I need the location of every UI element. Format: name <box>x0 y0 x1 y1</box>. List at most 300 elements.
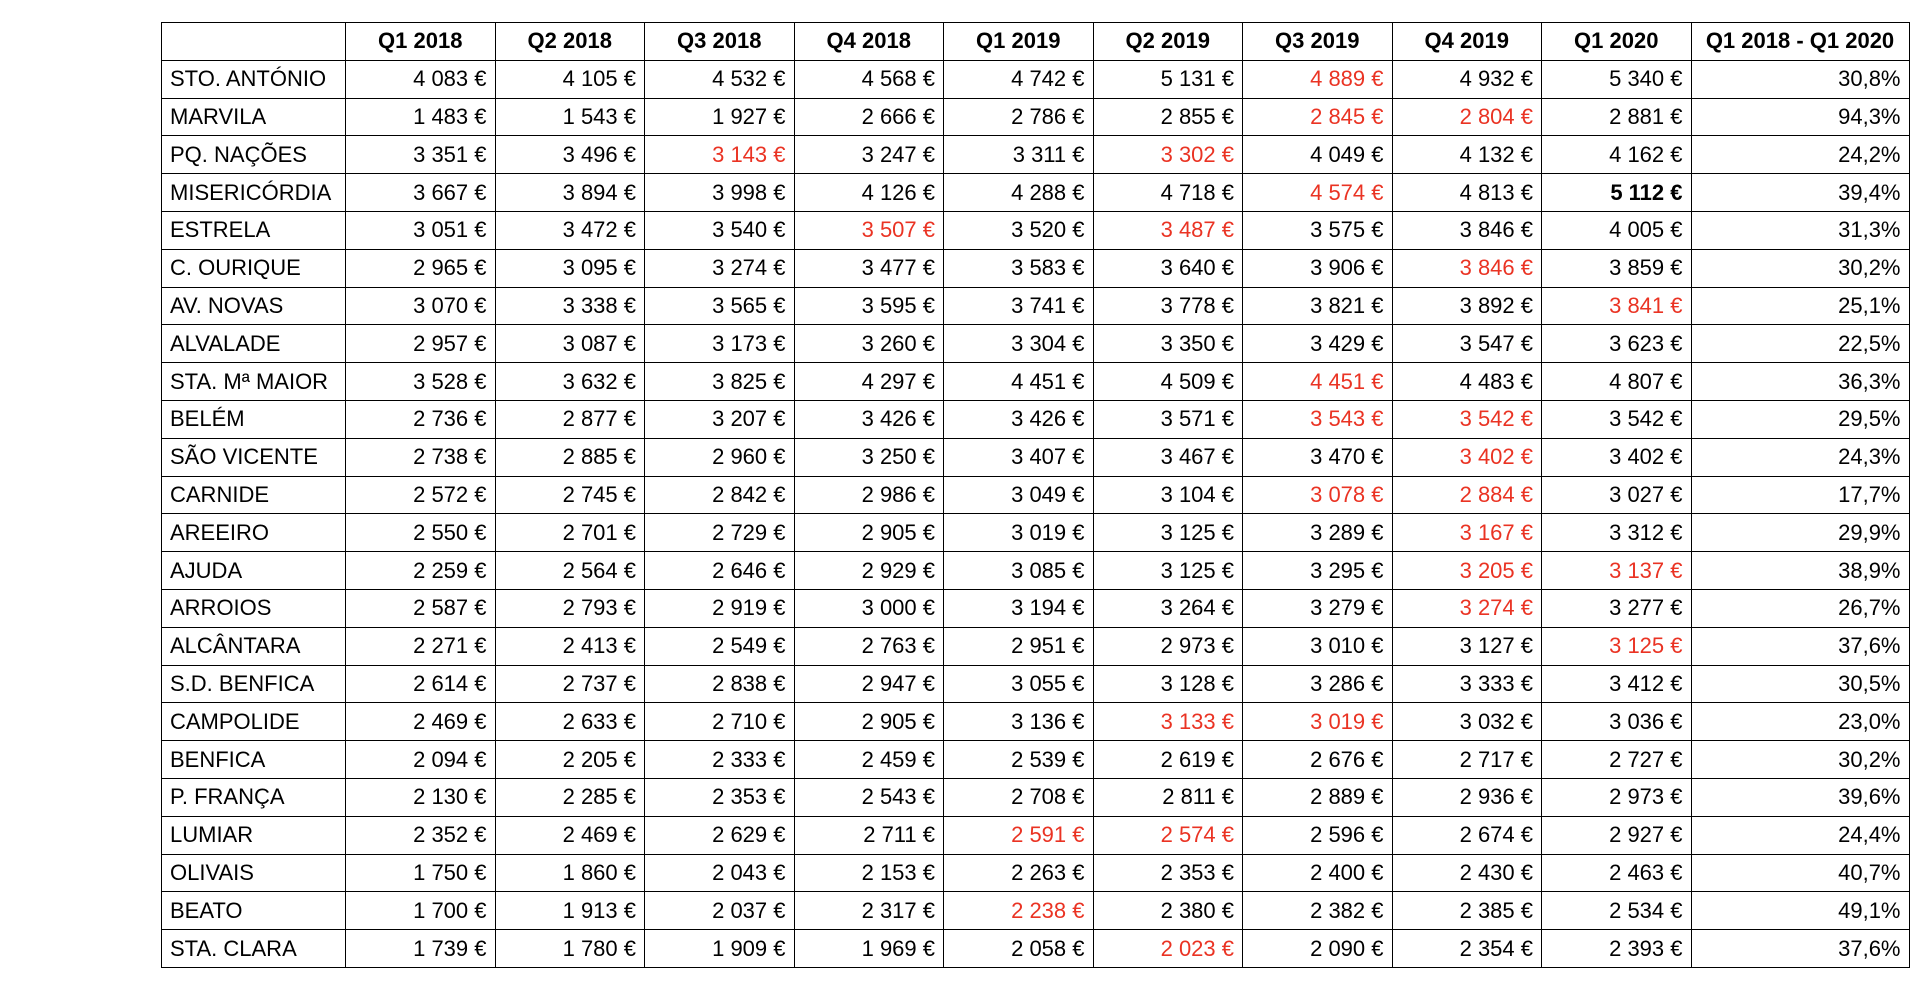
table-row <box>162 892 1910 930</box>
price-cell: 3 892 € <box>1392 287 1542 325</box>
price-cell: 3 036 € <box>1542 703 1692 741</box>
change-percent-cell: 94,3% <box>1691 98 1909 136</box>
price-cell: 2 736 € <box>346 400 496 438</box>
change-percent-cell: 26,7% <box>1691 589 1909 627</box>
price-cell: 2 727 € <box>1542 741 1692 779</box>
table-row <box>162 627 1910 665</box>
price-cell: 2 333 € <box>645 741 795 779</box>
change-percent-cell: 30,5% <box>1691 665 1909 703</box>
price-cell: 2 929 € <box>794 552 944 590</box>
price-cell: 3 998 € <box>645 174 795 212</box>
price-cell: 2 591 € <box>944 816 1094 854</box>
change-percent-cell: 38,9% <box>1691 552 1909 590</box>
price-cell: 1 750 € <box>346 854 496 892</box>
change-percent-cell: 17,7% <box>1691 476 1909 514</box>
price-cell: 2 549 € <box>645 627 795 665</box>
price-cell: 3 264 € <box>1093 589 1243 627</box>
price-cell: 2 676 € <box>1243 741 1393 779</box>
price-cell: 3 104 € <box>1093 476 1243 514</box>
price-cell: 2 285 € <box>495 778 645 816</box>
neighborhood-name: PQ. NAÇÕES <box>162 136 346 174</box>
price-cell: 4 813 € <box>1392 174 1542 212</box>
price-cell: 2 393 € <box>1542 930 1692 968</box>
table-row <box>162 136 1910 174</box>
column-header: Q2 2019 <box>1093 23 1243 61</box>
price-cell: 3 477 € <box>794 249 944 287</box>
neighborhood-name: LUMIAR <box>162 816 346 854</box>
price-cell: 2 430 € <box>1392 854 1542 892</box>
price-cell: 2 811 € <box>1093 778 1243 816</box>
price-cell: 3 274 € <box>1392 589 1542 627</box>
column-header: Q4 2018 <box>794 23 944 61</box>
neighborhood-name: SÃO VICENTE <box>162 438 346 476</box>
table-row <box>162 400 1910 438</box>
price-cell: 3 125 € <box>1093 552 1243 590</box>
price-cell: 4 162 € <box>1542 136 1692 174</box>
change-percent-cell: 31,3% <box>1691 211 1909 249</box>
table-row <box>162 476 1910 514</box>
price-cell: 4 718 € <box>1093 174 1243 212</box>
change-percent-cell: 40,7% <box>1691 854 1909 892</box>
price-cell: 3 173 € <box>645 325 795 363</box>
change-percent-cell: 39,4% <box>1691 174 1909 212</box>
price-cell: 3 402 € <box>1392 438 1542 476</box>
price-cell: 4 005 € <box>1542 211 1692 249</box>
price-cell: 3 623 € <box>1542 325 1692 363</box>
table-row <box>162 211 1910 249</box>
price-cell: 3 289 € <box>1243 514 1393 552</box>
price-cell: 4 126 € <box>794 174 944 212</box>
column-header: Q4 2019 <box>1392 23 1542 61</box>
price-cell: 2 259 € <box>346 552 496 590</box>
price-cell: 2 459 € <box>794 741 944 779</box>
column-header: Q1 2019 <box>944 23 1094 61</box>
price-cell: 1 483 € <box>346 98 496 136</box>
price-cell: 3 846 € <box>1392 249 1542 287</box>
column-header: Q1 2018 <box>346 23 496 61</box>
price-cell: 3 167 € <box>1392 514 1542 552</box>
price-cell: 2 855 € <box>1093 98 1243 136</box>
price-cell: 3 311 € <box>944 136 1094 174</box>
table-row <box>162 741 1910 779</box>
price-cell: 2 710 € <box>645 703 795 741</box>
price-cell: 4 288 € <box>944 174 1094 212</box>
price-cell: 3 583 € <box>944 249 1094 287</box>
price-cell: 2 238 € <box>944 892 1094 930</box>
price-cell: 3 571 € <box>1093 400 1243 438</box>
price-cell: 3 049 € <box>944 476 1094 514</box>
price-table <box>161 22 1910 968</box>
price-cell: 3 825 € <box>645 363 795 401</box>
price-cell: 3 312 € <box>1542 514 1692 552</box>
price-cell: 2 205 € <box>495 741 645 779</box>
price-cell: 2 130 € <box>346 778 496 816</box>
column-header: Q3 2018 <box>645 23 795 61</box>
price-cell: 4 297 € <box>794 363 944 401</box>
price-cell: 2 469 € <box>346 703 496 741</box>
table-row <box>162 930 1910 968</box>
price-cell: 2 729 € <box>645 514 795 552</box>
price-cell: 1 543 € <box>495 98 645 136</box>
column-header: Q1 2018 - Q1 2020 <box>1691 23 1909 61</box>
price-cell: 3 667 € <box>346 174 496 212</box>
price-cell: 2 413 € <box>495 627 645 665</box>
table-row <box>162 552 1910 590</box>
price-cell: 3 467 € <box>1093 438 1243 476</box>
price-cell: 1 739 € <box>346 930 496 968</box>
price-cell: 3 051 € <box>346 211 496 249</box>
price-cell: 2 023 € <box>1093 930 1243 968</box>
neighborhood-name: P. FRANÇA <box>162 778 346 816</box>
price-cell: 3 274 € <box>645 249 795 287</box>
price-cell: 3 279 € <box>1243 589 1393 627</box>
neighborhood-name: AREEIRO <box>162 514 346 552</box>
price-cell: 2 889 € <box>1243 778 1393 816</box>
price-cell: 5 112 € <box>1542 174 1692 212</box>
change-percent-cell: 23,0% <box>1691 703 1909 741</box>
change-percent-cell: 24,2% <box>1691 136 1909 174</box>
price-cell: 3 000 € <box>794 589 944 627</box>
price-cell: 2 574 € <box>1093 816 1243 854</box>
price-cell: 3 032 € <box>1392 703 1542 741</box>
price-cell: 2 838 € <box>645 665 795 703</box>
price-cell: 4 932 € <box>1392 60 1542 98</box>
price-cell: 3 019 € <box>944 514 1094 552</box>
price-cell: 2 380 € <box>1093 892 1243 930</box>
price-cell: 2 614 € <box>346 665 496 703</box>
price-cell: 3 496 € <box>495 136 645 174</box>
price-cell: 4 049 € <box>1243 136 1393 174</box>
price-cell: 2 550 € <box>346 514 496 552</box>
price-cell: 2 539 € <box>944 741 1094 779</box>
neighborhood-name: AJUDA <box>162 552 346 590</box>
change-percent-cell: 24,4% <box>1691 816 1909 854</box>
price-cell: 3 010 € <box>1243 627 1393 665</box>
table-row <box>162 589 1910 627</box>
price-cell: 2 842 € <box>645 476 795 514</box>
price-cell: 3 412 € <box>1542 665 1692 703</box>
price-cell: 3 207 € <box>645 400 795 438</box>
price-cell: 2 400 € <box>1243 854 1393 892</box>
price-cell: 3 543 € <box>1243 400 1393 438</box>
change-percent-cell: 24,3% <box>1691 438 1909 476</box>
neighborhood-name: CAMPOLIDE <box>162 703 346 741</box>
price-cell: 3 351 € <box>346 136 496 174</box>
price-cell: 2 090 € <box>1243 930 1393 968</box>
price-cell: 2 352 € <box>346 816 496 854</box>
price-cell: 2 885 € <box>495 438 645 476</box>
column-header: Q3 2019 <box>1243 23 1393 61</box>
price-cell: 4 889 € <box>1243 60 1393 98</box>
table-row <box>162 60 1910 98</box>
change-percent-cell: 25,1% <box>1691 287 1909 325</box>
price-cell: 2 986 € <box>794 476 944 514</box>
price-cell: 2 263 € <box>944 854 1094 892</box>
price-cell: 3 070 € <box>346 287 496 325</box>
price-cell: 3 194 € <box>944 589 1094 627</box>
price-cell: 4 451 € <box>1243 363 1393 401</box>
price-cell: 4 568 € <box>794 60 944 98</box>
price-cell: 3 542 € <box>1392 400 1542 438</box>
neighborhood-name: BENFICA <box>162 741 346 779</box>
price-cell: 2 804 € <box>1392 98 1542 136</box>
price-cell: 2 619 € <box>1093 741 1243 779</box>
neighborhood-name: ARROIOS <box>162 589 346 627</box>
price-cell: 3 632 € <box>495 363 645 401</box>
price-cell: 2 534 € <box>1542 892 1692 930</box>
price-cell: 1 927 € <box>645 98 795 136</box>
price-cell: 3 778 € <box>1093 287 1243 325</box>
price-cell: 3 027 € <box>1542 476 1692 514</box>
price-cell: 2 745 € <box>495 476 645 514</box>
price-cell: 2 717 € <box>1392 741 1542 779</box>
price-cell: 3 304 € <box>944 325 1094 363</box>
table-row <box>162 816 1910 854</box>
price-cell: 3 338 € <box>495 287 645 325</box>
price-cell: 2 708 € <box>944 778 1094 816</box>
price-cell: 3 350 € <box>1093 325 1243 363</box>
price-cell: 3 547 € <box>1392 325 1542 363</box>
price-cell: 1 913 € <box>495 892 645 930</box>
price-cell: 2 043 € <box>645 854 795 892</box>
neighborhood-name: ESTRELA <box>162 211 346 249</box>
price-cell: 2 646 € <box>645 552 795 590</box>
price-cell: 2 957 € <box>346 325 496 363</box>
neighborhood-name: ALCÂNTARA <box>162 627 346 665</box>
price-cell: 4 532 € <box>645 60 795 98</box>
column-header: Q2 2018 <box>495 23 645 61</box>
price-cell: 3 125 € <box>1542 627 1692 665</box>
price-cell: 1 780 € <box>495 930 645 968</box>
neighborhood-name: STA. CLARA <box>162 930 346 968</box>
table-row <box>162 287 1910 325</box>
change-percent-cell: 30,2% <box>1691 741 1909 779</box>
price-cell: 2 353 € <box>645 778 795 816</box>
price-cell: 2 094 € <box>346 741 496 779</box>
price-cell: 2 666 € <box>794 98 944 136</box>
price-cell: 3 078 € <box>1243 476 1393 514</box>
price-cell: 2 960 € <box>645 438 795 476</box>
table-row <box>162 98 1910 136</box>
price-cell: 2 965 € <box>346 249 496 287</box>
table-row <box>162 703 1910 741</box>
change-percent-cell: 37,6% <box>1691 627 1909 665</box>
table-body <box>162 60 1910 967</box>
price-cell: 5 340 € <box>1542 60 1692 98</box>
price-cell: 3 295 € <box>1243 552 1393 590</box>
price-cell: 4 451 € <box>944 363 1094 401</box>
change-percent-cell: 29,5% <box>1691 400 1909 438</box>
price-cell: 2 153 € <box>794 854 944 892</box>
price-cell: 2 629 € <box>645 816 795 854</box>
price-cell: 2 271 € <box>346 627 496 665</box>
price-cell: 4 509 € <box>1093 363 1243 401</box>
price-cell: 2 382 € <box>1243 892 1393 930</box>
price-cell: 3 487 € <box>1093 211 1243 249</box>
price-cell: 2 564 € <box>495 552 645 590</box>
table-row <box>162 514 1910 552</box>
price-cell: 2 354 € <box>1392 930 1542 968</box>
price-cell: 2 947 € <box>794 665 944 703</box>
neighborhood-name: STO. ANTÓNIO <box>162 60 346 98</box>
price-cell: 2 317 € <box>794 892 944 930</box>
price-cell: 2 786 € <box>944 98 1094 136</box>
price-cell: 3 575 € <box>1243 211 1393 249</box>
neighborhood-name: CARNIDE <box>162 476 346 514</box>
column-header-neighborhood <box>162 23 346 61</box>
change-percent-cell: 22,5% <box>1691 325 1909 363</box>
table-row <box>162 249 1910 287</box>
change-percent-cell: 30,2% <box>1691 249 1909 287</box>
price-cell: 3 143 € <box>645 136 795 174</box>
price-cell: 3 095 € <box>495 249 645 287</box>
price-cell: 3 137 € <box>1542 552 1692 590</box>
price-cell: 3 841 € <box>1542 287 1692 325</box>
price-cell: 3 906 € <box>1243 249 1393 287</box>
price-cell: 1 909 € <box>645 930 795 968</box>
price-cell: 2 881 € <box>1542 98 1692 136</box>
price-cell: 3 821 € <box>1243 287 1393 325</box>
price-cell: 3 595 € <box>794 287 944 325</box>
price-cell: 3 333 € <box>1392 665 1542 703</box>
price-cell: 3 128 € <box>1093 665 1243 703</box>
price-cell: 2 701 € <box>495 514 645 552</box>
change-percent-cell: 30,8% <box>1691 60 1909 98</box>
price-cell: 3 894 € <box>495 174 645 212</box>
price-cell: 2 905 € <box>794 703 944 741</box>
neighborhood-name: STA. Mª MAIOR <box>162 363 346 401</box>
neighborhood-name: C. OURIQUE <box>162 249 346 287</box>
neighborhood-name: BELÉM <box>162 400 346 438</box>
price-cell: 3 286 € <box>1243 665 1393 703</box>
price-cell: 2 587 € <box>346 589 496 627</box>
price-cell: 3 250 € <box>794 438 944 476</box>
price-cell: 3 741 € <box>944 287 1094 325</box>
price-cell: 3 087 € <box>495 325 645 363</box>
price-cell: 3 470 € <box>1243 438 1393 476</box>
neighborhood-name: MARVILA <box>162 98 346 136</box>
price-cell: 3 205 € <box>1392 552 1542 590</box>
price-cell: 1 700 € <box>346 892 496 930</box>
price-cell: 2 711 € <box>794 816 944 854</box>
neighborhood-name: S.D. BENFICA <box>162 665 346 703</box>
price-cell: 4 083 € <box>346 60 496 98</box>
price-cell: 2 951 € <box>944 627 1094 665</box>
price-cell: 2 596 € <box>1243 816 1393 854</box>
price-cell: 2 469 € <box>495 816 645 854</box>
price-cell: 3 520 € <box>944 211 1094 249</box>
price-cell: 2 877 € <box>495 400 645 438</box>
price-cell: 3 640 € <box>1093 249 1243 287</box>
price-cell: 3 402 € <box>1542 438 1692 476</box>
price-cell: 3 859 € <box>1542 249 1692 287</box>
neighborhood-name: MISERICÓRDIA <box>162 174 346 212</box>
table-row <box>162 438 1910 476</box>
price-cell: 3 426 € <box>794 400 944 438</box>
price-cell: 3 507 € <box>794 211 944 249</box>
price-cell: 3 429 € <box>1243 325 1393 363</box>
price-cell: 3 133 € <box>1093 703 1243 741</box>
price-cell: 2 763 € <box>794 627 944 665</box>
table-row <box>162 325 1910 363</box>
price-cell: 2 738 € <box>346 438 496 476</box>
price-cell: 2 058 € <box>944 930 1094 968</box>
price-cell: 2 353 € <box>1093 854 1243 892</box>
price-cell: 2 037 € <box>645 892 795 930</box>
price-cell: 2 463 € <box>1542 854 1692 892</box>
price-cell: 2 674 € <box>1392 816 1542 854</box>
table-row <box>162 854 1910 892</box>
price-cell: 2 884 € <box>1392 476 1542 514</box>
price-cell: 2 927 € <box>1542 816 1692 854</box>
neighborhood-name: ALVALADE <box>162 325 346 363</box>
price-cell: 3 260 € <box>794 325 944 363</box>
price-cell: 3 407 € <box>944 438 1094 476</box>
price-cell: 4 132 € <box>1392 136 1542 174</box>
price-cell: 4 742 € <box>944 60 1094 98</box>
price-cell: 2 919 € <box>645 589 795 627</box>
price-cell: 3 426 € <box>944 400 1094 438</box>
price-cell: 2 572 € <box>346 476 496 514</box>
price-cell: 2 845 € <box>1243 98 1393 136</box>
price-cell: 3 127 € <box>1392 627 1542 665</box>
price-cell: 3 247 € <box>794 136 944 174</box>
price-cell: 2 973 € <box>1542 778 1692 816</box>
change-percent-cell: 37,6% <box>1691 930 1909 968</box>
change-percent-cell: 39,6% <box>1691 778 1909 816</box>
price-cell: 1 860 € <box>495 854 645 892</box>
price-cell: 2 543 € <box>794 778 944 816</box>
price-cell: 4 483 € <box>1392 363 1542 401</box>
price-cell: 2 973 € <box>1093 627 1243 665</box>
price-cell: 3 277 € <box>1542 589 1692 627</box>
price-cell: 2 737 € <box>495 665 645 703</box>
table-header-row <box>162 23 1910 61</box>
price-cell: 3 540 € <box>645 211 795 249</box>
price-cell: 4 574 € <box>1243 174 1393 212</box>
price-cell: 3 528 € <box>346 363 496 401</box>
price-cell: 2 633 € <box>495 703 645 741</box>
price-cell: 3 565 € <box>645 287 795 325</box>
price-cell: 4 807 € <box>1542 363 1692 401</box>
price-cell: 2 936 € <box>1392 778 1542 816</box>
change-percent-cell: 29,9% <box>1691 514 1909 552</box>
price-cell: 2 905 € <box>794 514 944 552</box>
column-header: Q1 2020 <box>1542 23 1692 61</box>
price-cell: 3 085 € <box>944 552 1094 590</box>
price-cell: 3 542 € <box>1542 400 1692 438</box>
table-row <box>162 778 1910 816</box>
neighborhood-name: AV. NOVAS <box>162 287 346 325</box>
neighborhood-name: OLIVAIS <box>162 854 346 892</box>
price-cell: 3 846 € <box>1392 211 1542 249</box>
table-row <box>162 363 1910 401</box>
price-cell: 2 793 € <box>495 589 645 627</box>
price-cell: 3 055 € <box>944 665 1094 703</box>
price-cell: 3 472 € <box>495 211 645 249</box>
change-percent-cell: 49,1% <box>1691 892 1909 930</box>
table-row <box>162 174 1910 212</box>
price-cell: 3 125 € <box>1093 514 1243 552</box>
price-cell: 1 969 € <box>794 930 944 968</box>
price-cell: 3 136 € <box>944 703 1094 741</box>
price-cell: 3 019 € <box>1243 703 1393 741</box>
neighborhood-name: BEATO <box>162 892 346 930</box>
price-cell: 4 105 € <box>495 60 645 98</box>
price-cell: 2 385 € <box>1392 892 1542 930</box>
price-cell: 3 302 € <box>1093 136 1243 174</box>
table-row <box>162 665 1910 703</box>
